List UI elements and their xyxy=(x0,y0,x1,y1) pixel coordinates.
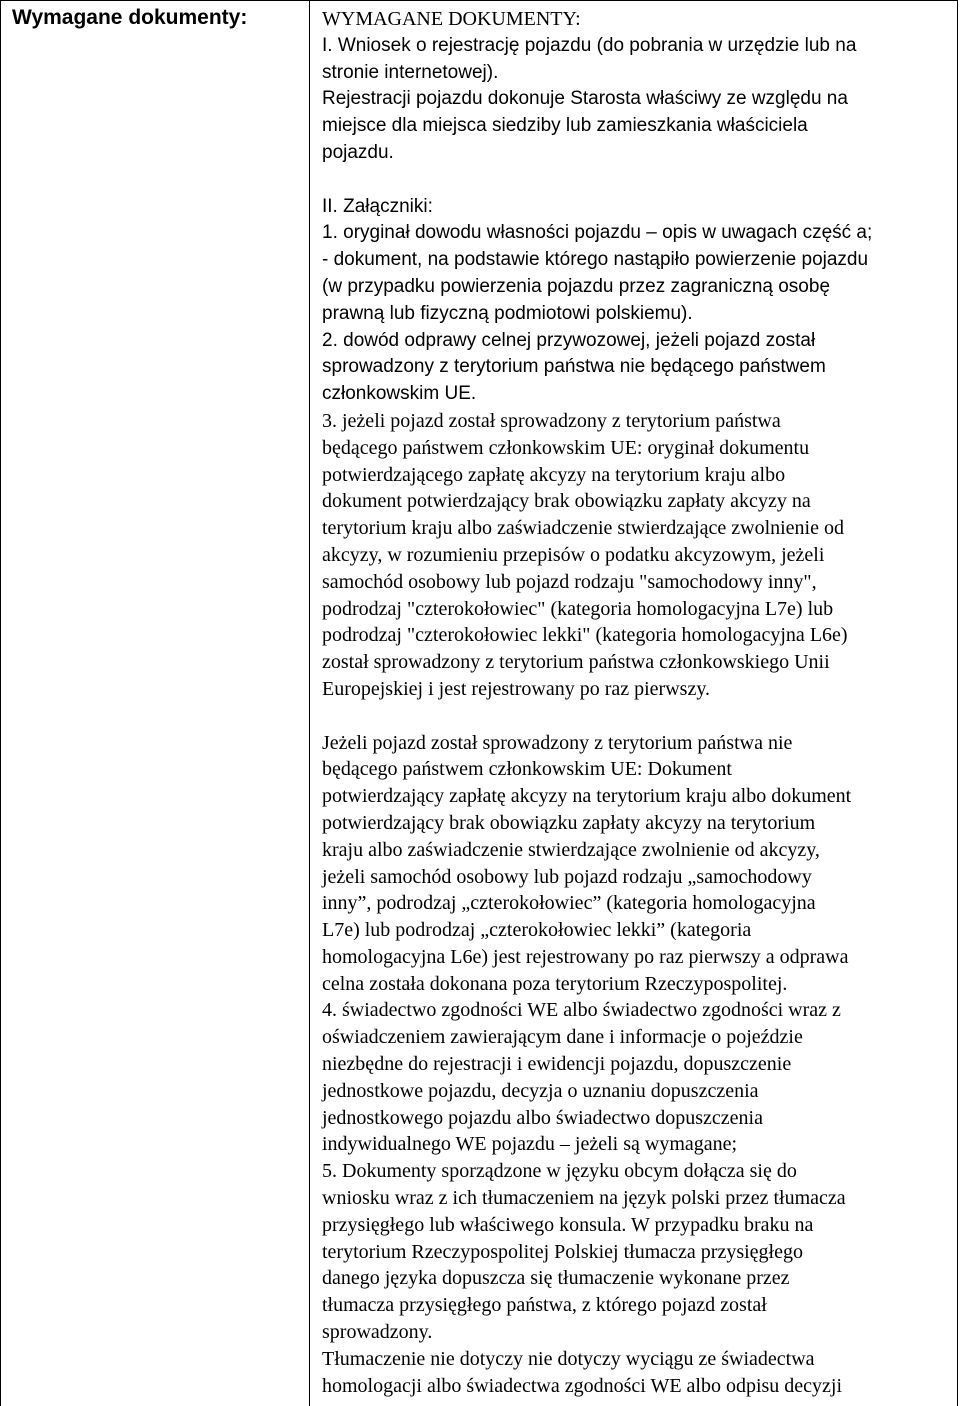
text-line: danego języka dopuszcza się tłumaczenie wykonane przez xyxy=(322,1267,790,1290)
text-line: jednostkowe pojazdu, decyzja o uznaniu dopuszczenia xyxy=(322,1079,759,1102)
text-line: (w przypadku powierzenia pojazdu przez zagraniczną osobę xyxy=(322,275,831,297)
text-line: II. Załączniki: xyxy=(322,195,433,217)
text-line: homologacji albo świadectwa zgodności WE albo odpisu decyzji xyxy=(322,1374,843,1397)
text-line: 2. dowód odprawy celnej przywozowej, jeżeli pojazd został xyxy=(322,329,816,351)
text-line: L7e) lub podrodzaj „czterokołowiec lekki” (kategoria xyxy=(322,919,752,942)
text-line: indywidualnego WE pojazdu – jeżeli są wymagane; xyxy=(322,1133,738,1156)
text-line: terytorium kraju albo zaświadczenie stwierdzające zwolnienie od xyxy=(322,517,844,540)
row-label: Wymagane dokumenty: xyxy=(12,6,248,29)
text-line: przysięgłego lub właściwego konsula. W przypadku braku na xyxy=(322,1213,814,1236)
text-line: potwierdzającego zapłatę akcyzy na terytorium kraju albo xyxy=(322,463,786,486)
text-line: Europejskiej i jest rejestrowany po raz pierwszy. xyxy=(322,677,711,700)
text-line: inny”, podrodzaj „czterokołowiec” (kategoria homologacyjna xyxy=(322,892,816,915)
text-line: 5. Dokumenty sporządzone w języku obcym dołącza się do xyxy=(322,1160,797,1183)
text-line: stronie internetowej). xyxy=(322,61,499,83)
text-line: sprowadzony. xyxy=(322,1321,433,1344)
text-line: podrodzaj "czterokołowiec" (kategoria homologacyjna L7e) lub xyxy=(322,597,834,620)
text-line: WYMAGANE DOKUMENTY: xyxy=(322,8,581,30)
text-line: Tłumaczenie nie dotyczy nie dotyczy wyciągu ze świadectwa xyxy=(322,1347,815,1370)
text-line: sprowadzony z terytorium państwa nie będącego państwem xyxy=(322,356,826,378)
text-line: potwierdzający brak obowiązku zapłaty akcyzy na terytorium xyxy=(322,811,816,834)
text-line: Jeżeli pojazd został sprowadzony z terytorium państwa nie xyxy=(322,731,793,754)
paragraph-gap xyxy=(322,167,954,194)
text-line: tłumacza przysięgłego państwa, z którego pojazd został xyxy=(322,1294,767,1317)
text-line: 4. świadectwo zgodności WE albo świadectwo zgodności wraz z xyxy=(322,999,841,1022)
text-line: jednostkowego pojazdu albo świadectwo dopuszczenia xyxy=(322,1106,763,1129)
text-line: akcyzy, w rozumieniu przepisów o podatku akcyzowym, jeżeli xyxy=(322,543,825,566)
text-line: pojazdu. xyxy=(322,141,394,163)
text-line: będącego państwem członkowskim UE: Dokument xyxy=(322,758,732,781)
text-line: potwierdzający zapłatę akcyzy na terytorium kraju albo dokument xyxy=(322,785,852,808)
column-divider xyxy=(309,0,310,1406)
text-line: samochód osobowy lub pojazd rodzaju "samochodowy inny", xyxy=(322,570,817,593)
text-line: członkowskim UE. xyxy=(322,383,477,405)
text-line: został sprowadzony z terytorium państwa członkowskiego Unii xyxy=(322,651,830,674)
text-line: kraju albo zaświadczenie stwierdzające zwolnienie od akcyzy, xyxy=(322,838,820,861)
text-line: dokument potwierdzający brak obowiązku zapłaty akcyzy na xyxy=(322,490,811,513)
text-line: prawną lub fizyczną podmiotowi polskiemu). xyxy=(322,302,693,324)
text-line: I. Wniosek o rejestrację pojazdu (do pobrania w urzędzie lub na xyxy=(322,34,857,56)
document-content xyxy=(322,6,954,1399)
text-line: niezbędne do rejestracji i ewidencji pojazdu, dopuszczenie xyxy=(322,1053,792,1076)
paragraph-gap xyxy=(322,703,954,730)
text-line: Rejestracji pojazdu dokonuje Starosta właściwy ze względu na xyxy=(322,88,848,110)
text-line: wniosku wraz z ich tłumaczeniem na język polski przez tłumacza xyxy=(322,1187,846,1210)
text-line: miejsce dla miejsca siedziby lub zamieszkania właściciela xyxy=(322,115,808,137)
text-line: celna została dokonana poza terytorium Rzeczypospolitej. xyxy=(322,972,788,995)
text-line: - dokument, na podstawie którego nastąpiło powierzenie pojazdu xyxy=(322,249,869,271)
text-line: 3. jeżeli pojazd został sprowadzony z terytorium państwa xyxy=(322,409,781,432)
text-line: 1. oryginał dowodu własności pojazdu – opis w uwagach część a; xyxy=(322,222,873,244)
text-line: będącego państwem członkowskim UE: oryginał dokumentu xyxy=(322,436,810,459)
text-line: jeżeli samochód osobowy lub pojazd rodzaju „samochodowy xyxy=(322,865,812,888)
text-line: homologacyjna L6e) jest rejestrowany po raz pierwszy a odprawa xyxy=(322,945,849,968)
text-line: terytorium Rzeczypospolitej Polskiej tłumacza przysięgłego xyxy=(322,1240,803,1263)
text-line: oświadczeniem zawierającym dane i informacje o pojeździe xyxy=(322,1026,803,1049)
text-line: podrodzaj "czterokołowiec lekki" (kategoria homologacyjna L6e) xyxy=(322,624,848,647)
